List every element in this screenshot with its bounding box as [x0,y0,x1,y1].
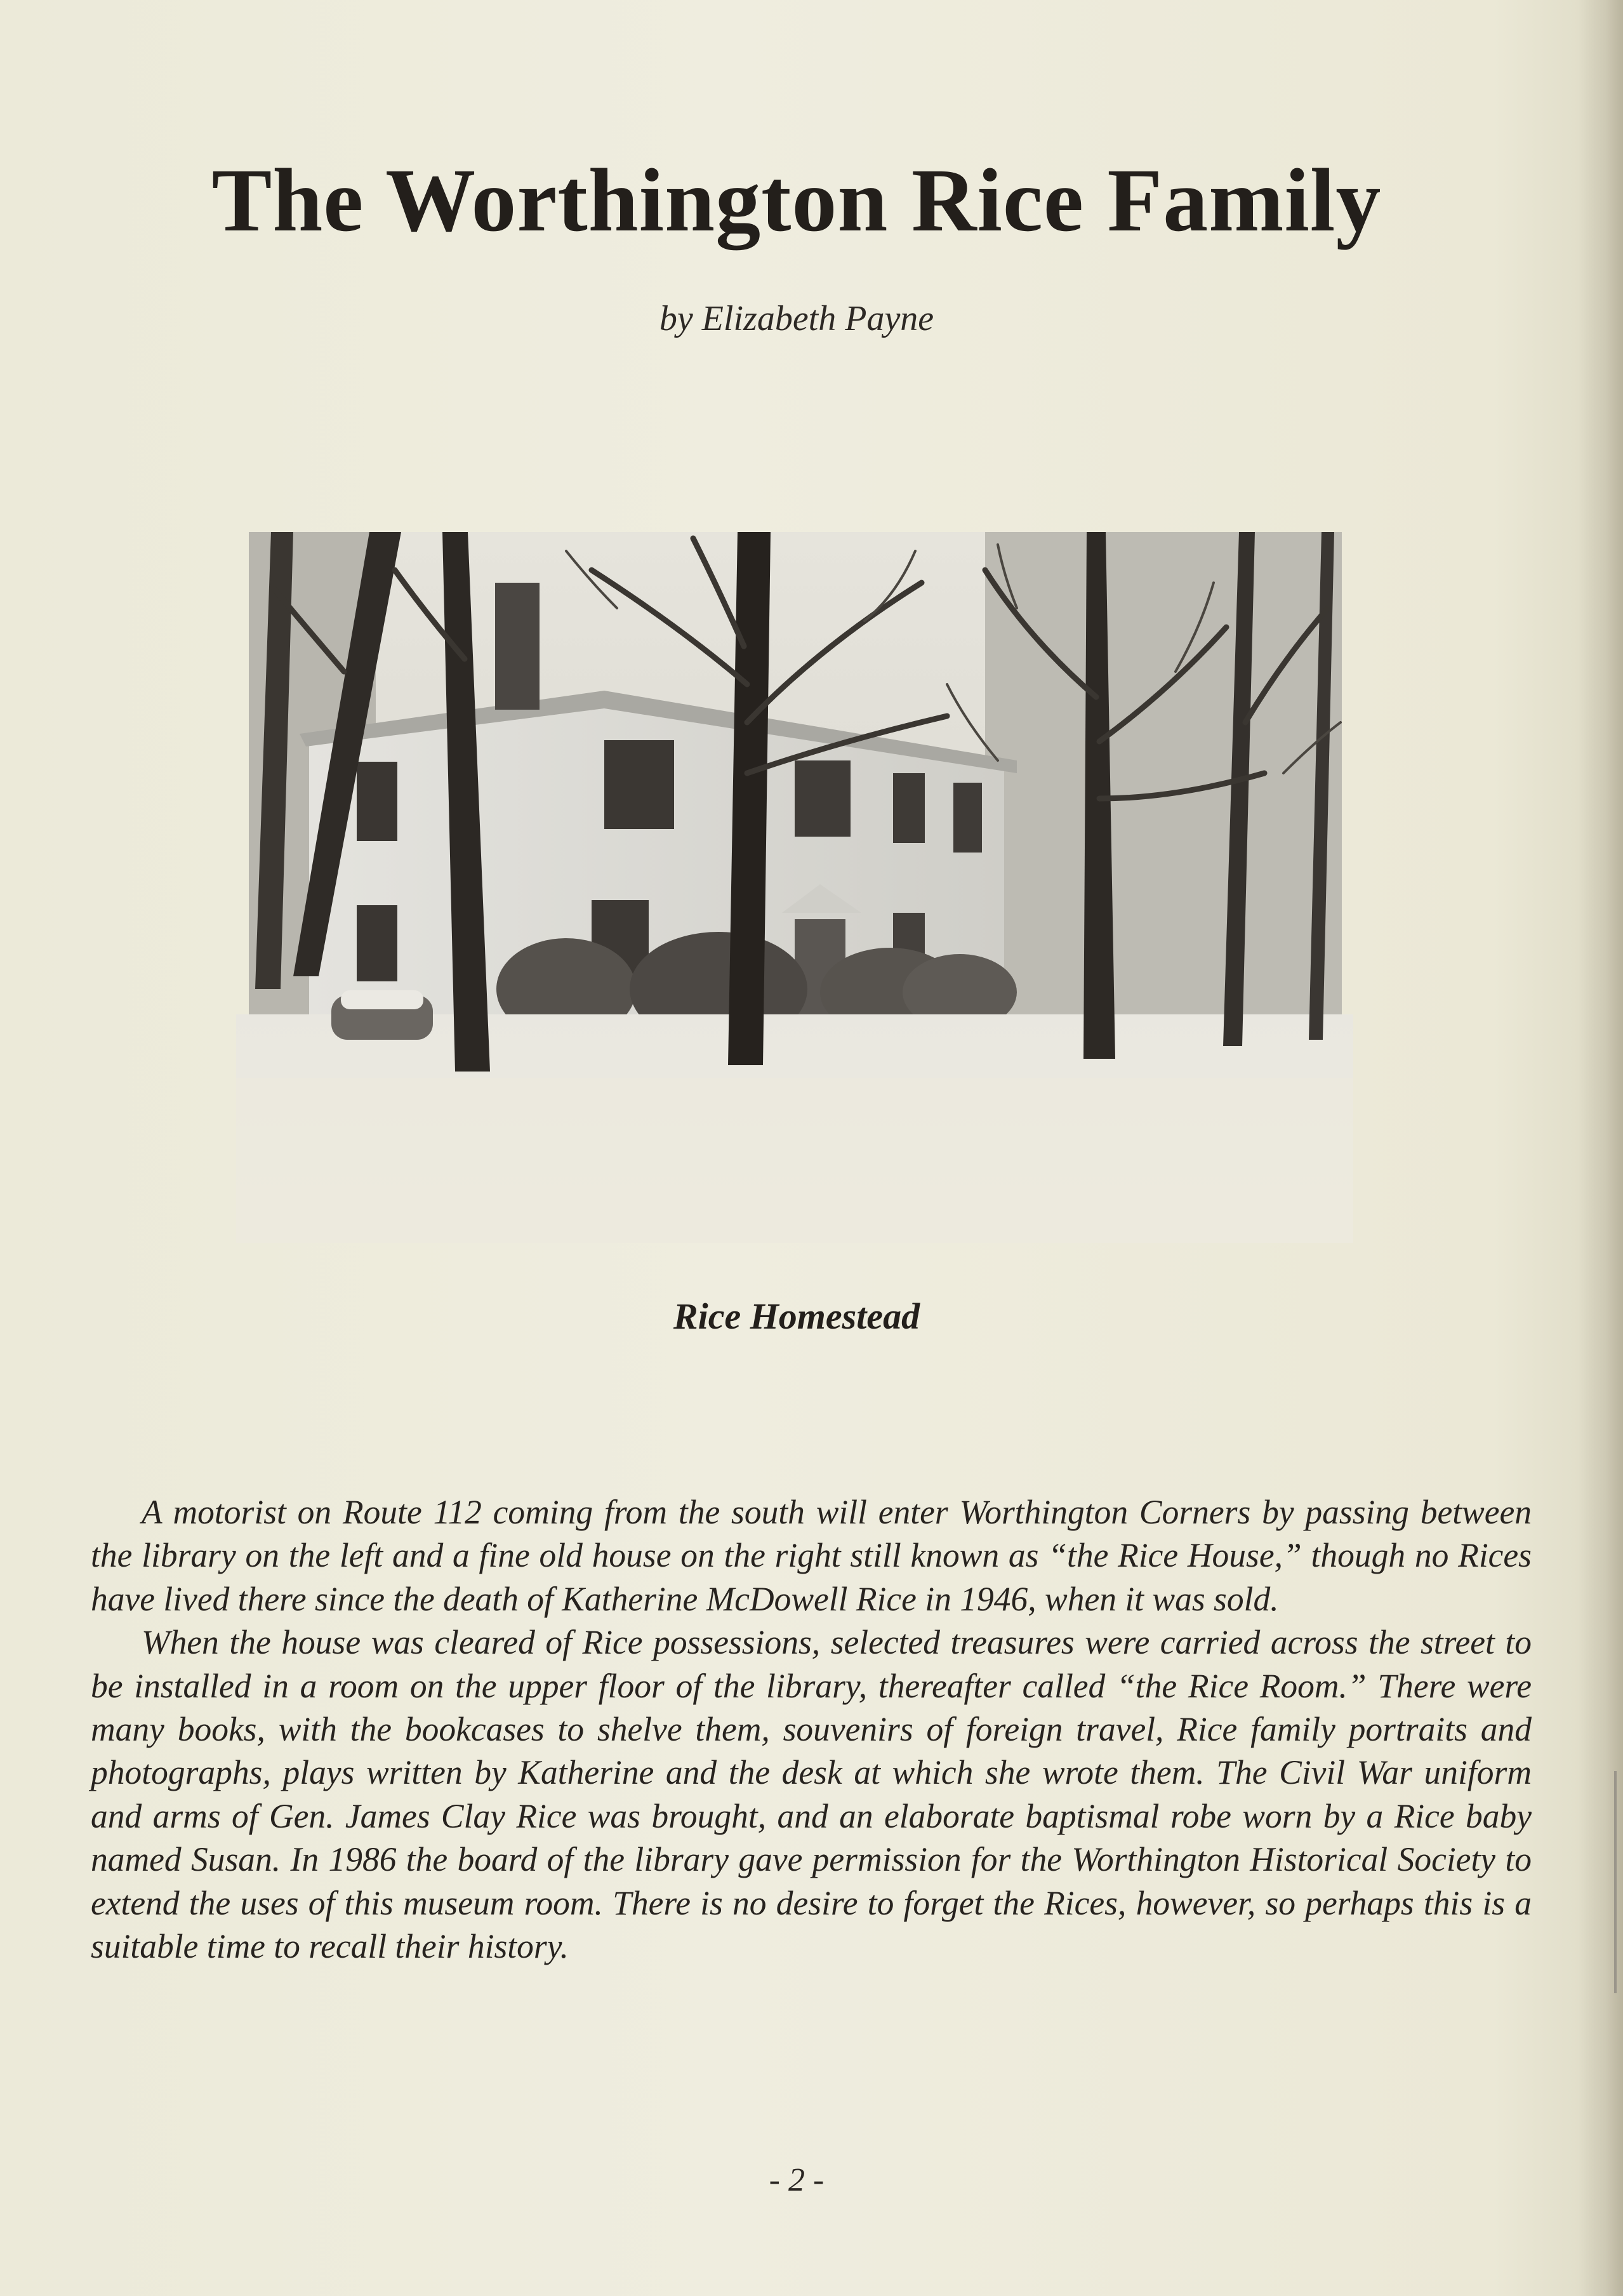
photo-caption: Rice Homestead [673,1296,920,1337]
paragraph-2: When the house was cleared of Rice possessions, selected treasures were carried across the street to be installed in a room on the upper floor of the library, thereafter called “the Rice Room.” There were many books, with the bookcases to shelve them, souvenirs of foreign travel, Rice family portraits and photographs, plays written by Katherine and the desk at which she wrote them. The Civil War uniform and arms of Gen. James Clay Rice was brought, and an elaborate baptismal robe worn by a Rice baby named Susan. In 1986 the board of the library gave permission for the Worthington Historical Society to extend the uses of this museum room. There is no desire to forget the Rices, however, so perhaps this is a suitable time to recall their history. [91,1623,1532,1966]
article-body [91,1490,1532,1968]
binding-edge-mark [1614,1771,1617,1993]
page-number: - 2 - [769,2162,825,2198]
author-byline: by Elizabeth Payne [659,299,934,338]
article-title: The Worthington Rice Family [211,150,1382,250]
paragraph-1: A motorist on Route 112 coming from the south will enter Worthington Corners by passing between the library on the left and a fine old house on the right still known as “the Rice House,” though no Rices have lived there since the death of Katherine McDowell Rice in 1946, when it was sold. [91,1493,1532,1618]
rice-homestead-photo [236,532,1353,1243]
